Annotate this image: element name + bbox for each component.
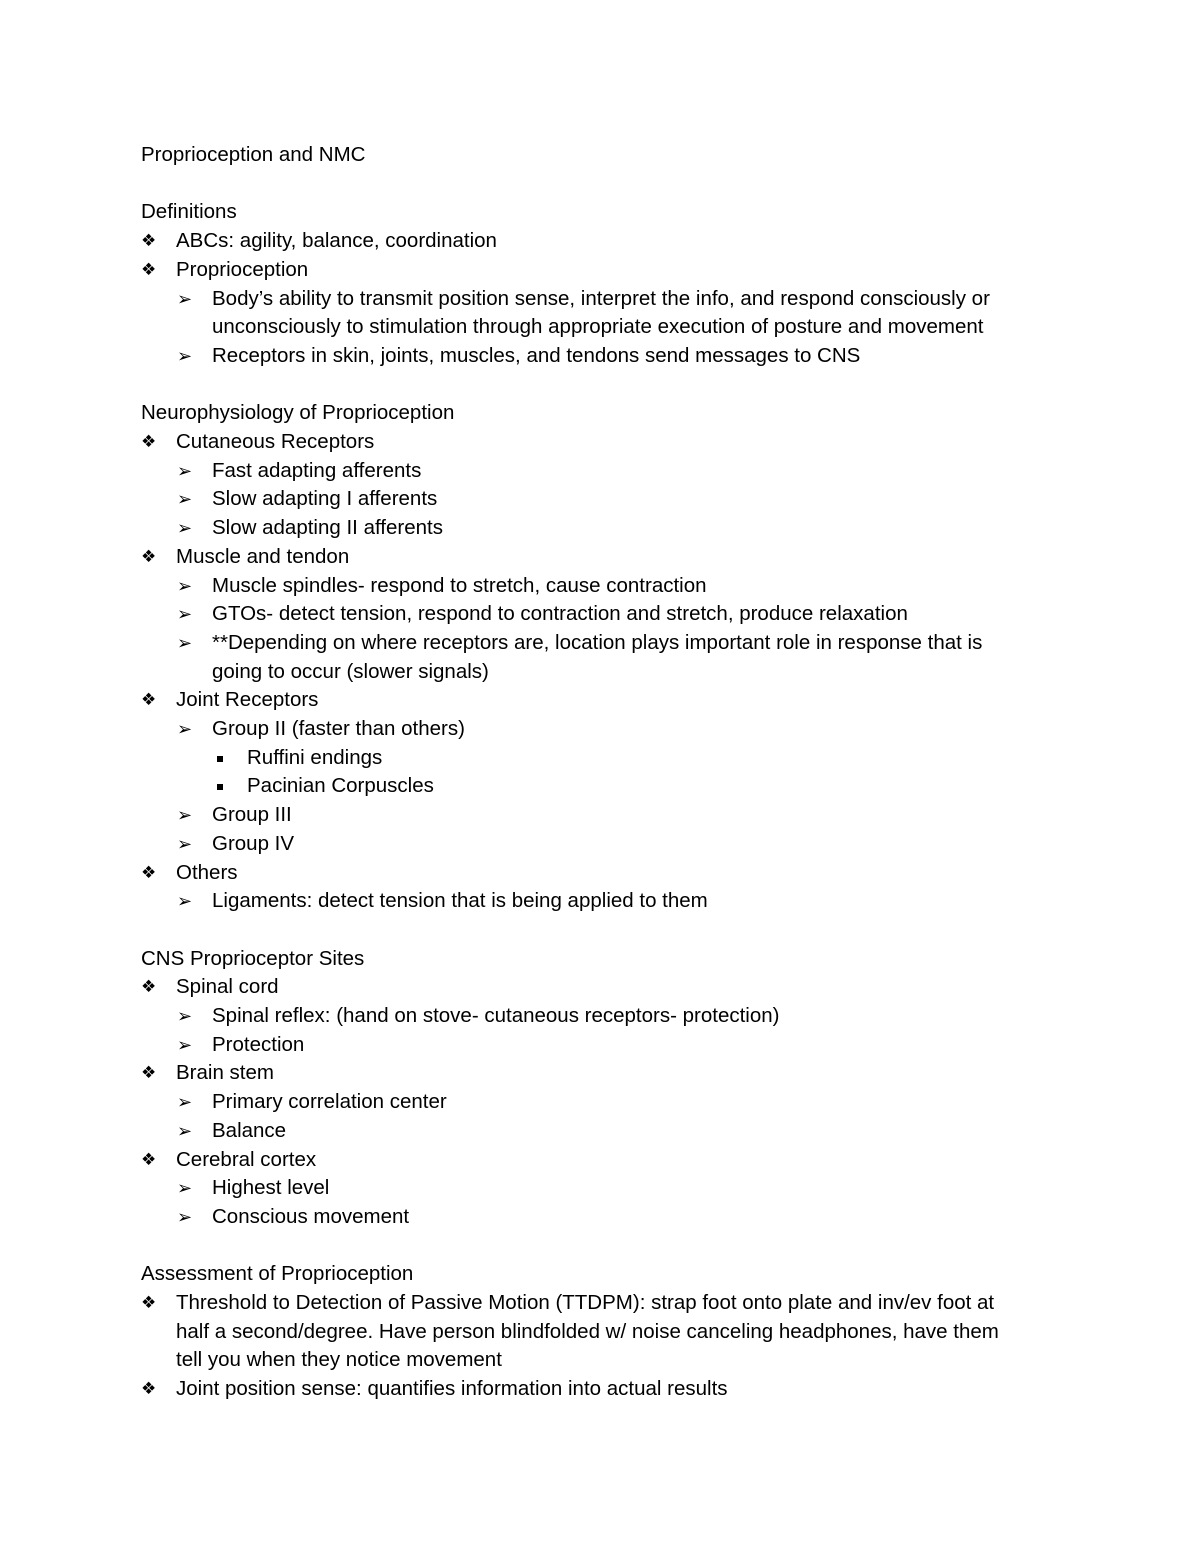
list-item-continuation: going to occur (slower signals) xyxy=(212,659,489,683)
diamond-bullet-icon: ❖ xyxy=(141,1293,157,1313)
list-item-continuation: half a second/degree. Have person blindfolded w/ noise canceling headphones, have them xyxy=(176,1319,999,1343)
section-heading-assessment: Assessment of Proprioception xyxy=(141,1262,414,1286)
arrow-bullet-icon: ➢ xyxy=(177,575,193,596)
arrow-bullet-icon: ➢ xyxy=(177,1092,193,1113)
diamond-bullet-icon: ❖ xyxy=(141,259,157,279)
list-item: ➢ Highest level xyxy=(141,1174,1050,1203)
list-item-continuation: unconsciously to stimulation through appropriate execution of posture and movement xyxy=(212,315,984,339)
arrow-bullet-icon: ➢ xyxy=(177,345,193,366)
arrow-bullet-icon: ➢ xyxy=(177,288,193,309)
list-item: ❖ Spinal cord xyxy=(141,973,1050,1002)
diamond-bullet-icon: ❖ xyxy=(141,862,157,882)
list-item: ❖ Threshold to Detection of Passive Motion (TTDPM): strap foot onto plate and inv/ev foot at xyxy=(141,1289,1050,1318)
arrow-bullet-icon: ➢ xyxy=(177,489,193,510)
list-item: ❖ Others xyxy=(141,859,1050,888)
list-item: ❖ Joint Receptors xyxy=(141,686,1050,715)
arrow-bullet-icon: ➢ xyxy=(177,833,193,854)
arrow-bullet-icon: ➢ xyxy=(177,805,193,826)
list-item: ➢ Slow adapting II afferents xyxy=(141,514,1050,543)
list-item: ❖ Cerebral cortex xyxy=(141,1146,1050,1175)
list-item-continuation: tell you when they notice movement xyxy=(176,1348,502,1372)
list-item: ➢ Group II (faster than others) xyxy=(141,715,1050,744)
list-item: ➢ Muscle spindles- respond to stretch, cause contraction xyxy=(141,572,1050,601)
spacer xyxy=(141,1232,1050,1261)
list-item: ➢ **Depending on where receptors are, location plays important role in response that is xyxy=(141,629,1050,658)
square-bullet-icon xyxy=(217,784,223,790)
square-bullet-icon xyxy=(217,756,223,762)
arrow-bullet-icon: ➢ xyxy=(177,1034,193,1055)
list-item: ➢ Balance xyxy=(141,1117,1050,1146)
section-heading-neurophysiology: Neurophysiology of Proprioception xyxy=(141,401,455,425)
document-title: Proprioception and NMC xyxy=(141,143,366,166)
arrow-bullet-icon: ➢ xyxy=(177,719,193,740)
arrow-bullet-icon: ➢ xyxy=(177,632,193,653)
arrow-bullet-icon: ➢ xyxy=(177,518,193,539)
diamond-bullet-icon: ❖ xyxy=(141,1063,157,1083)
arrow-bullet-icon: ➢ xyxy=(177,1206,193,1227)
list-item: ➢ Protection xyxy=(141,1031,1050,1060)
arrow-bullet-icon: ➢ xyxy=(177,1120,193,1141)
list-item: Ruffini endings xyxy=(141,744,1050,773)
list-item: ➢ Group IV xyxy=(141,830,1050,859)
list-item: Pacinian Corpuscles xyxy=(141,772,1050,801)
list-item: ➢ Ligaments: detect tension that is being applied to them xyxy=(141,887,1050,916)
diamond-bullet-icon: ❖ xyxy=(141,977,157,997)
arrow-bullet-icon: ➢ xyxy=(177,604,193,625)
list-item: ❖ Brain stem xyxy=(141,1059,1050,1088)
diamond-bullet-icon: ❖ xyxy=(141,231,157,251)
list-item: ❖ Cutaneous Receptors xyxy=(141,428,1050,457)
list-item: ❖ Proprioception xyxy=(141,256,1050,285)
list-item: ❖ Muscle and tendon xyxy=(141,543,1050,572)
spacer xyxy=(141,916,1050,945)
list-item: ➢ Primary correlation center xyxy=(141,1088,1050,1117)
diamond-bullet-icon: ❖ xyxy=(141,1379,157,1399)
list-item: ➢ Fast adapting afferents xyxy=(141,457,1050,486)
diamond-bullet-icon: ❖ xyxy=(141,546,157,566)
list-item: ➢ Group III xyxy=(141,801,1050,830)
diamond-bullet-icon: ❖ xyxy=(141,1149,157,1169)
spacer xyxy=(141,371,1050,400)
list-item: ➢ Spinal reflex: (hand on stove- cutaneous receptors- protection) xyxy=(141,1002,1050,1031)
list-item: ➢ Receptors in skin, joints, muscles, and tendons send messages to CNS xyxy=(141,342,1050,371)
spacer xyxy=(141,170,1050,199)
list-item: ➢ Slow adapting I afferents xyxy=(141,485,1050,514)
list-item: ➢ GTOs- detect tension, respond to contraction and stretch, produce relaxation xyxy=(141,600,1050,629)
arrow-bullet-icon: ➢ xyxy=(177,460,193,481)
arrow-bullet-icon: ➢ xyxy=(177,891,193,912)
section-heading-cns: CNS Proprioceptor Sites xyxy=(141,946,365,970)
list-item: ❖ ABCs: agility, balance, coordination xyxy=(141,227,1050,256)
arrow-bullet-icon: ➢ xyxy=(177,1006,193,1027)
diamond-bullet-icon: ❖ xyxy=(141,432,157,451)
list-item: ➢ Body’s ability to transmit position sense, interpret the info, and respond consciously or xyxy=(141,285,1050,314)
list-item: ➢ Conscious movement xyxy=(141,1203,1050,1232)
diamond-bullet-icon: ❖ xyxy=(141,690,157,710)
list-item: ❖ Joint position sense: quantifies information into actual results xyxy=(141,1375,1050,1404)
arrow-bullet-icon: ➢ xyxy=(177,1178,193,1199)
section-heading-definitions: Definitions xyxy=(141,200,237,224)
